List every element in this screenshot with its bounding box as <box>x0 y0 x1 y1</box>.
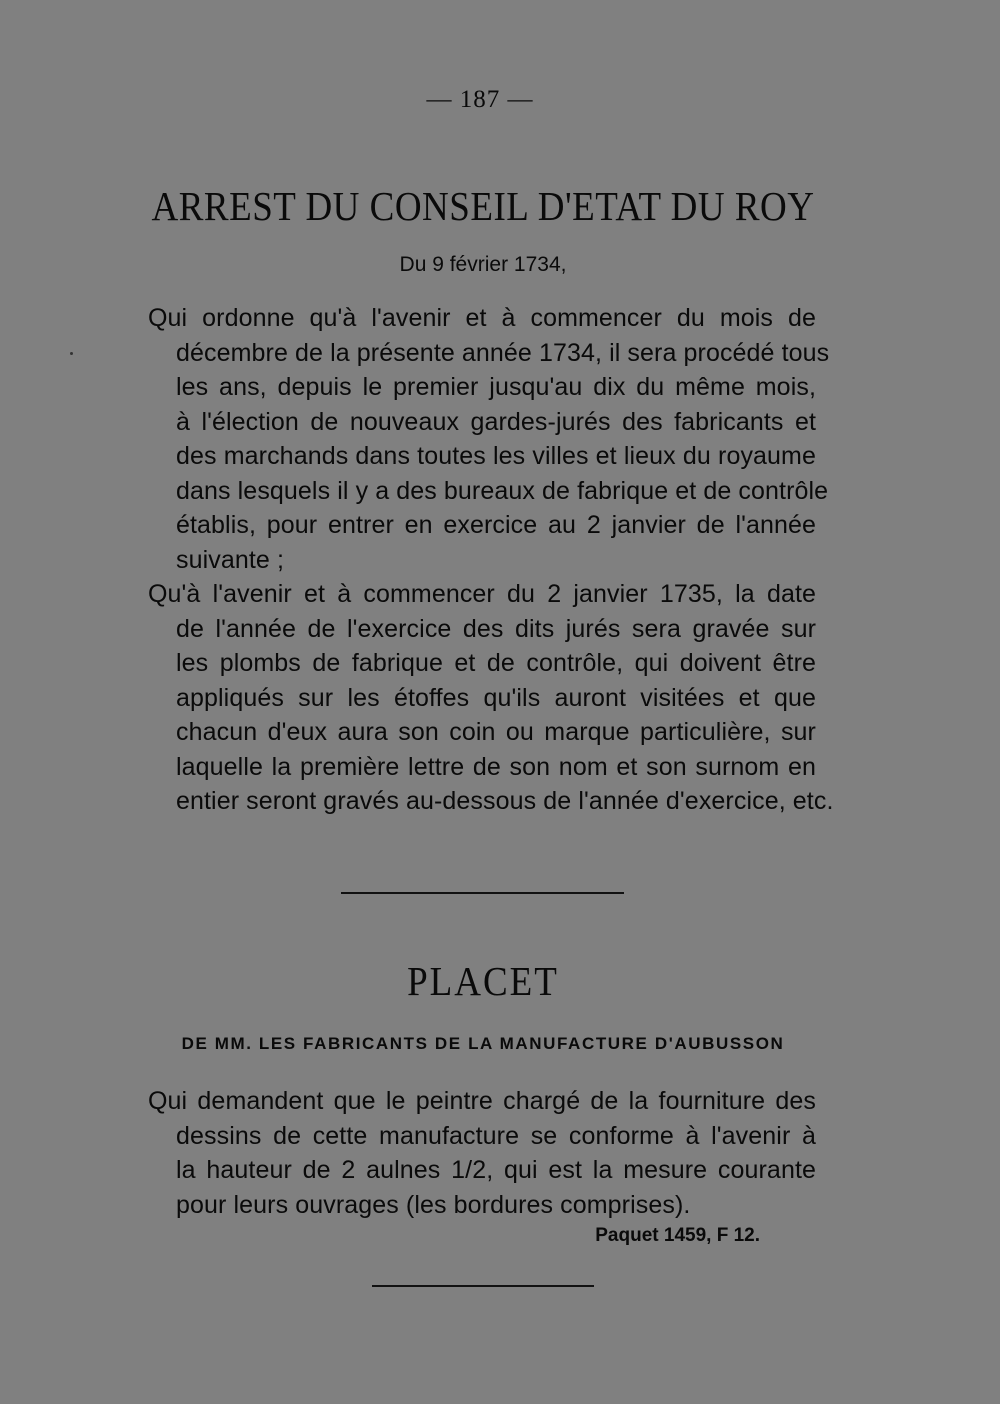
page-number: — 187 — <box>426 86 534 113</box>
text-line: établis, pour entrer en exercice au 2 janvier de l'année <box>176 511 816 539</box>
end-divider <box>372 1285 594 1287</box>
text-line: Qui ordonne qu'à l'avenir et à commencer du mois de <box>148 304 816 332</box>
text-line: les plombs de fabrique et de contrôle, qui doivent être <box>176 649 816 677</box>
text-line: Qui demandent que le peintre chargé de la fourniture des <box>148 1087 816 1115</box>
text-line: laquelle la première lettre de son nom et son surnom en <box>176 752 816 781</box>
section2-title: PLACET <box>407 959 559 1006</box>
text-line: décembre de la présente année 1734, il sera procédé tous <box>176 338 830 367</box>
text-line: appliqués sur les étoffes qu'ils auront visitées et que <box>176 683 816 712</box>
text-line: dans lesquels il y a des bureaux de fabrique et de contrôle <box>176 476 829 505</box>
text-line: Qu'à l'avenir et à commencer du 2 janvier 1735, la date <box>148 580 816 608</box>
text-line: chacun d'eux aura son coin ou marque particulière, sur <box>176 718 816 746</box>
section1-title: ARREST DU CONSEIL D'ETAT DU ROY <box>151 184 815 231</box>
section2-subtitle: DE MM. LES FABRICANTS DE LA MANUFACTURE D'AUBUSSON <box>181 1034 785 1053</box>
text-line: la hauteur de 2 aulnes 1/2, qui est la mesure courante <box>176 1156 816 1184</box>
text-line: les ans, depuis le premier jusqu'au dix du même mois, <box>176 373 816 401</box>
archive-reference: Paquet 1459, F 12. <box>595 1225 760 1246</box>
margin-mark <box>70 352 73 355</box>
section1-date: Du 9 février 1734, <box>399 253 567 276</box>
section1-paragraph1 <box>148 301 830 577</box>
text-line: à l'élection de nouveaux gardes-jurés des fabricants et <box>176 407 816 436</box>
text-line: des marchands dans toutes les villes et lieux du royaume <box>176 442 816 470</box>
text-line: entier seront gravés au-dessous de l'année d'exercice, etc. <box>176 787 834 815</box>
section-divider <box>341 892 624 894</box>
section2-paragraph <box>148 1084 816 1222</box>
text-line: dessins de cette manufacture se conforme à l'avenir à <box>176 1121 816 1150</box>
text-line: de l'année de l'exercice des dits jurés sera gravée sur <box>176 614 816 643</box>
text-line: pour leurs ouvrages (les bordures comprises). <box>176 1190 691 1219</box>
section1-paragraph2 <box>148 577 834 819</box>
text-line: suivante ; <box>176 545 285 574</box>
